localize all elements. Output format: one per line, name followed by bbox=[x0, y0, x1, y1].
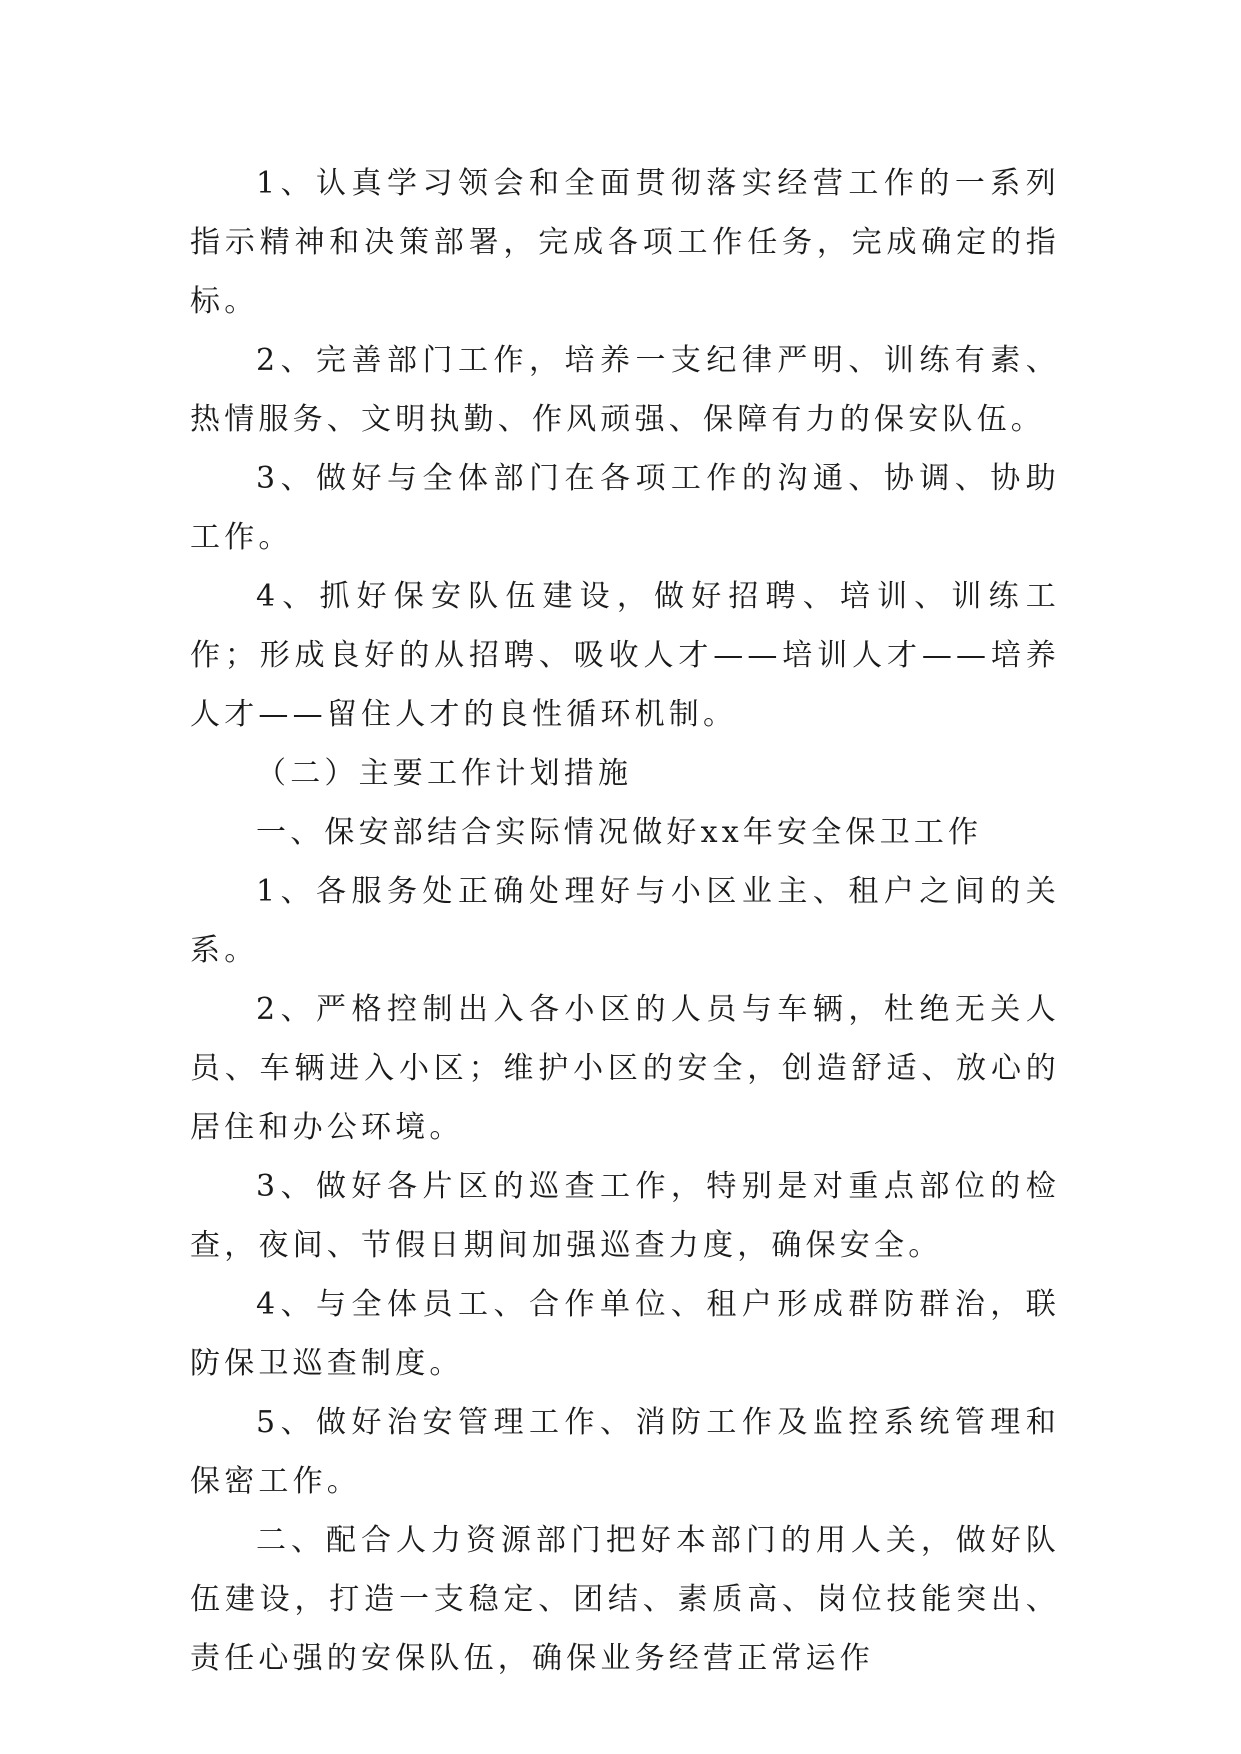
paragraph-security-4: 4、与全体员工、合作单位、租户形成群防群治，联防保卫巡查制度。 bbox=[190, 1287, 1060, 1381]
paragraph-goal-2: 2、完善部门工作，培养一支纪律严明、训练有素、热情服务、文明执勤、作风顽强、保障有力的保安队伍。 bbox=[190, 343, 1060, 437]
paragraph-security-1: 1、各服务处正确处理好与小区业主、租户之间的关系。 bbox=[190, 874, 1060, 968]
paragraph-goal-1: 1、认真学习领会和全面贯彻落实经营工作的一系列指示精神和决策部署，完成各项工作任务，完成确定的指标。 bbox=[190, 166, 1060, 319]
subsection-heading-staffing: 二、配合人力资源部门把好本部门的用人关，做好队伍建设，打造一支稳定、团结、素质高、岗位技能突出、责任心强的安保队伍，确保业务经营正常运作 bbox=[190, 1523, 1060, 1676]
section-heading-measures: （二）主要工作计划措施 bbox=[256, 756, 633, 791]
subsection-heading-security: 一、保安部结合实际情况做好xx年安全保卫工作 bbox=[256, 815, 983, 850]
paragraph-security-3: 3、做好各片区的巡查工作，特别是对重点部位的检查，夜间、节假日期间加强巡查力度，确保安全。 bbox=[190, 1169, 1060, 1263]
paragraph-security-5: 5、做好治安管理工作、消防工作及监控系统管理和保密工作。 bbox=[190, 1405, 1060, 1499]
paragraph-goal-3: 3、做好与全体部门在各项工作的沟通、协调、协助工作。 bbox=[190, 461, 1060, 555]
document-body bbox=[190, 154, 1060, 1688]
paragraph-security-2: 2、严格控制出入各小区的人员与车辆，杜绝无关人员、车辆进入小区；维护小区的安全，创造舒适、放心的居住和办公环境。 bbox=[190, 992, 1060, 1145]
paragraph-goal-4: 4、抓好保安队伍建设，做好招聘、培训、训练工作；形成良好的从招聘、吸收人才——培训人才——培养人才——留住人才的良性循环机制。 bbox=[190, 579, 1060, 732]
